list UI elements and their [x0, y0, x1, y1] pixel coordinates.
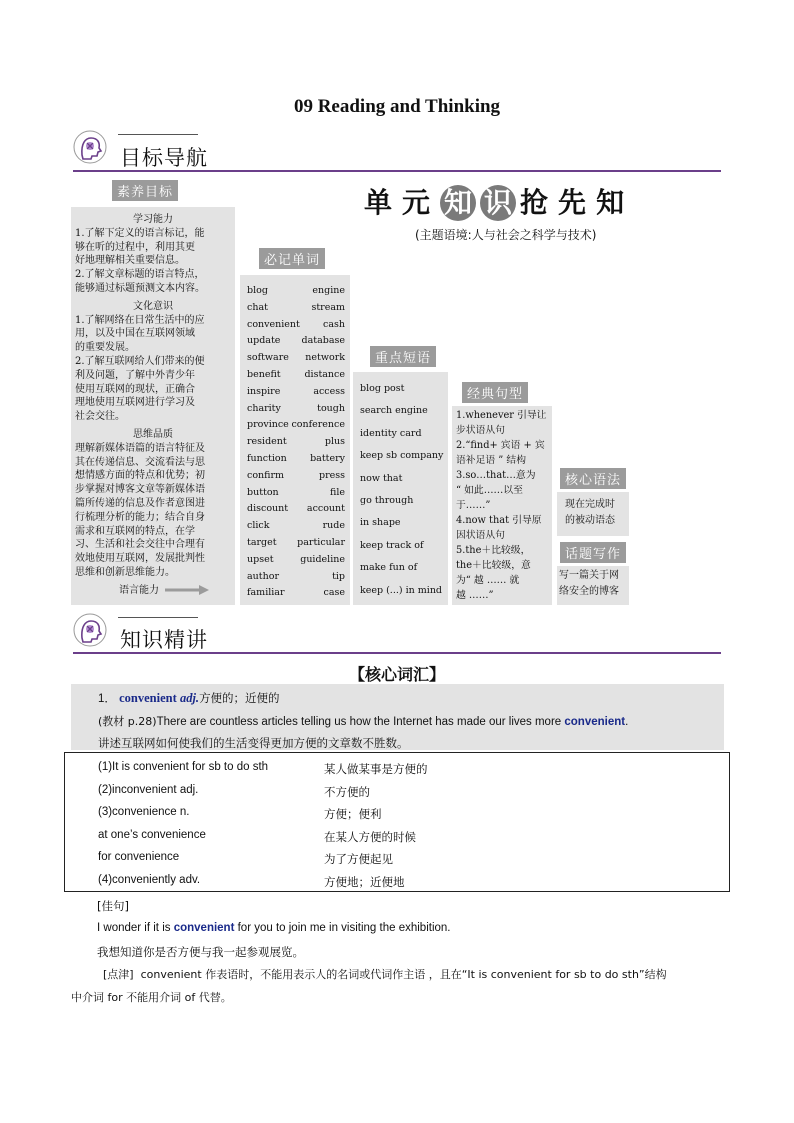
goal-line: 利及问题，了解中外青少年: [75, 369, 195, 381]
word: update: [247, 335, 281, 347]
section-label-knowledge: 知识精讲: [120, 628, 208, 652]
goal-line: 1.了解网络在日常生活中的应: [75, 314, 205, 326]
phrase-item: keep track of: [360, 539, 424, 551]
word: guideline: [300, 553, 345, 565]
tag-xiezuo: 话题写作: [560, 542, 626, 563]
tag-duanyu: 重点短语: [370, 346, 436, 367]
phrase-item: go through: [360, 495, 414, 507]
dianjin-line-1: [点津] convenient 作表语时，不能用表示人的名词或代词作主语 ，且在“It is convenient for sb to do sth”结构: [103, 968, 667, 981]
goal-line: 使用互联网的现状，正确合: [75, 383, 195, 395]
grammar-line: 的被动语态: [565, 515, 615, 526]
panel-duanyu: [353, 372, 448, 605]
word: upset: [247, 553, 274, 565]
word: discount: [247, 503, 289, 515]
goal-line: 习、生活和社会交往中合理有: [75, 539, 205, 551]
pattern-line: “ 如此……以至: [456, 485, 523, 496]
goal-line: 用，以及中国在互联网领域: [75, 328, 195, 340]
panel-danci: [240, 275, 350, 605]
tag-suyang: 素养目标: [112, 180, 178, 201]
vocab-item-1: 1． convenient adj.方便的；近便的 (教材 p.28)There are countless articles telling us how the Internet has made our lives more convenient. 讲述互联网如何使我们的生活变得更加方便的文章数不胜数。: [71, 684, 724, 750]
word: charity: [247, 402, 281, 414]
tag-juxing: 经典句型: [462, 382, 528, 403]
page-title: 09 Reading and Thinking: [293, 96, 501, 117]
word: resident: [247, 436, 287, 448]
word: convenient: [247, 318, 300, 330]
word: province: [247, 419, 289, 431]
word: engine: [312, 285, 345, 296]
word-row: [247, 350, 345, 367]
goal-line: 行梳理分析的能力；结合自身: [75, 511, 205, 523]
section-head-icon: [73, 130, 107, 168]
goal-line: 效地使用互联网，发展批判性: [75, 553, 205, 565]
phrase-item: keep sb company: [360, 450, 444, 462]
phrase-item: identity card: [360, 427, 422, 439]
pattern-line: 于……”: [456, 500, 491, 511]
goal-line: 其在传递信息、交流看法与思: [75, 456, 205, 468]
word-row: [247, 552, 345, 569]
word: particular: [297, 536, 345, 548]
tag-yufa: 核心语法: [560, 468, 626, 489]
word: file: [330, 486, 345, 498]
goal-line: 社会交往。: [75, 411, 125, 423]
panel-yufa: [557, 492, 629, 536]
panel-xiezuo: [557, 566, 629, 605]
word: stream: [311, 301, 345, 313]
jiaju-sentence: I wonder if it is convenient for you to join me in visiting the exhibition.: [97, 922, 451, 934]
word-row: [247, 468, 345, 485]
jiaju-translation: 我想知道你是否方便与我一起参观展览。: [97, 945, 304, 959]
word-row: [247, 317, 345, 334]
grammar-line: 现在完成时: [565, 499, 615, 510]
word: familiar: [247, 587, 285, 599]
unit-heading: 单元 知 识 抢先知: [364, 186, 635, 219]
word: click: [247, 520, 270, 532]
word: blog: [247, 285, 268, 296]
arrow-right-icon: [165, 585, 209, 595]
phrase-item: blog post: [360, 383, 405, 394]
phrase-item: keep (...) in mind: [360, 584, 443, 596]
word: distance: [304, 368, 345, 380]
goal-line: 好地理解相关重要信息。: [75, 255, 185, 267]
unit-subheading: (主题语境:人与社会之科学与技术): [415, 228, 597, 242]
word: conference: [291, 419, 345, 431]
pattern-line: 4.now that 引导原: [456, 515, 542, 526]
word-row: [247, 384, 345, 401]
core-vocab-title: 【核心词汇】: [348, 665, 445, 684]
word: database: [301, 335, 345, 347]
box-meaning: 某人做某事是方便的: [324, 762, 428, 776]
word: access: [313, 385, 345, 397]
word: function: [247, 452, 287, 464]
word: cash: [323, 318, 345, 330]
word-row: [247, 518, 345, 535]
goal-line: 理解新媒体语篇的语言特征及: [75, 442, 205, 454]
pattern-line: 步状语从句: [456, 425, 505, 436]
word: case: [323, 587, 345, 599]
writing-line: 络安全的博客: [559, 586, 619, 597]
box-term: (4)conveniently adv.: [98, 874, 201, 886]
word-row: [247, 434, 345, 451]
dianjin-line-2: 中介词 for 不能用介词 of 代替。: [71, 991, 232, 1004]
goal-line: 能够通过标题预测文本内容。: [75, 282, 205, 294]
word-row: [247, 367, 345, 384]
pattern-line: 语补足语 ” 结构: [456, 455, 527, 466]
pattern-line: 2.“find+ 宾语 + 宾: [456, 440, 545, 451]
phrase-item: make fun of: [360, 562, 418, 574]
phrase-item: now that: [360, 472, 403, 484]
phrase-item: search engine: [360, 405, 428, 417]
pattern-line: 为“ 越 …… 就: [456, 575, 520, 586]
footer-language: 语言能力: [71, 584, 235, 598]
word-row: [247, 535, 345, 552]
pattern-line: 1.whenever 引导让: [456, 410, 547, 421]
box-term: (3)convenience n.: [98, 806, 190, 819]
goal-line: 1.了解下定义的语言标记，能: [75, 227, 205, 239]
word: battery: [310, 452, 345, 464]
phrase-item: in shape: [360, 517, 401, 529]
word: benefit: [247, 368, 281, 380]
word: software: [247, 352, 289, 364]
word: tip: [332, 570, 345, 582]
jiaju-label: [佳句]: [97, 899, 129, 913]
goal-line: 2.了解互联网给人们带来的便: [75, 355, 205, 367]
pattern-line: 5.the＋比较级，: [456, 545, 531, 556]
writing-line: 写一篇关于网: [559, 570, 619, 581]
box-term: for convenience: [98, 851, 180, 864]
word-row: [247, 300, 345, 317]
word-row: [247, 485, 345, 502]
word: author: [247, 570, 279, 582]
box-meaning: 不方便的: [324, 784, 370, 799]
word-row: [247, 569, 345, 586]
box-meaning: 在某人方便的时候: [324, 829, 416, 844]
word-row: [247, 451, 345, 468]
goal-line: 的重要发展。: [75, 342, 135, 354]
word: tough: [317, 402, 345, 414]
pattern-line: the＋比较级，意: [456, 560, 531, 571]
word-row: [247, 417, 345, 434]
word: inspire: [247, 385, 281, 397]
word: chat: [247, 301, 268, 313]
word-row: [247, 585, 345, 602]
pattern-line: 越 ……”: [456, 590, 494, 601]
vocab-box: [64, 752, 730, 892]
word-row: [247, 333, 345, 350]
word-row: [247, 501, 345, 518]
panel-suyang: 学习能力 1.了解下定义的语言标记，能 够在听的过程中，利用其更 好地理解相关重要信息。 2.了解文章标题的语言特点， 能够通过标题预测文本内容。 文化意识 1.了解网络在日常生活中的应 用，以及中国在互联网领域 的重要发展。 2.了解互联网给人们带来的便 利及问题，了解中外青少年 使用互联网的现状，正确合 理地使用互联网进行学习及 社会交往。 思维品质 理解新媒体语篇的语言特征及 其在传递信息、交流看法与思 想情感方面的特点和优势；初 步掌握对博客文章等新媒体语 篇所传递的信息及作者意图进 行梳理分析的能力；结合自身 需求和互联网的特点，在学 习、生活和社会交往中合理有 效地使用互联网，发展批判性 思维和创新思维能力。 语言能力: [71, 207, 235, 605]
pattern-line: 3.so…that…意为: [456, 470, 536, 481]
word-row: [247, 401, 345, 418]
section-head-icon-2: [73, 613, 107, 651]
box-term: at one’s convenience: [98, 828, 206, 841]
goal-line: 够在听的过程中，利用其更: [75, 241, 195, 253]
word: press: [319, 469, 345, 481]
panel-juxing: [452, 406, 552, 605]
word: confirm: [247, 469, 285, 481]
goal-line: 2.了解文章标题的语言特点，: [75, 269, 205, 281]
box-term: (1)It is convenient for sb to do sth: [98, 761, 269, 773]
pattern-line: 因状语从句: [456, 530, 505, 541]
box-meaning: 为了方便起见: [324, 852, 393, 867]
goal-line: 需求和互联网的特点，在学: [75, 525, 195, 537]
word: plus: [324, 436, 345, 448]
goal-line: 想情感方面的特点和优势；初: [75, 470, 205, 482]
section-label-goals: 目标导航: [120, 146, 208, 170]
goal-line: 篇所传递的信息及作者意图进: [75, 497, 205, 509]
word: button: [247, 486, 279, 498]
tag-danci: 必记单词: [259, 248, 325, 269]
goal-line: 理地使用互联网进行学习及: [75, 397, 195, 409]
word: target: [247, 536, 277, 548]
word: account: [306, 503, 345, 515]
box-meaning: 方便；便利: [324, 807, 382, 822]
word: network: [305, 352, 345, 364]
word: rude: [322, 520, 345, 532]
goal-line: 步掌握对博客文章等新媒体语: [75, 484, 205, 496]
word-row: [247, 283, 345, 300]
goal-line: 思维和创新思维能力。: [75, 566, 175, 578]
box-term: (2)inconvenient adj.: [98, 783, 199, 796]
box-meaning: 方便地；近便地: [324, 875, 405, 889]
